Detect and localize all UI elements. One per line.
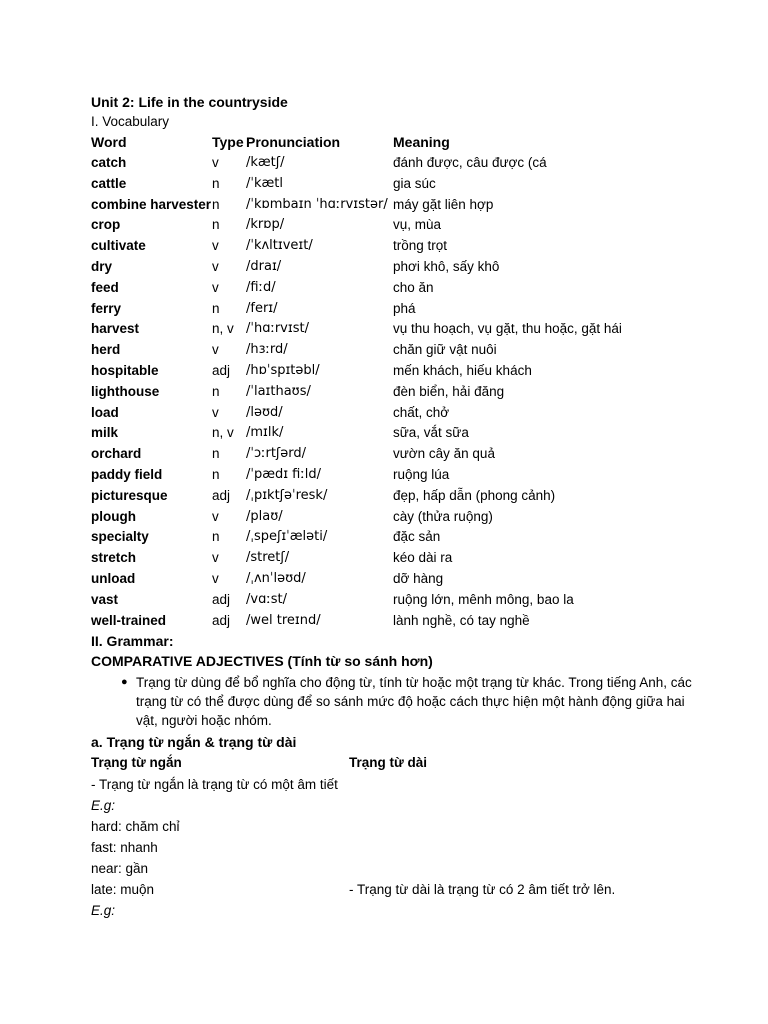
vocab-meaning: đèn biển, hải đăng (393, 383, 505, 399)
vocab-word: stretch (91, 550, 137, 566)
table-row (91, 403, 693, 424)
vocab-pronunciation: /ˈkʌltɪveɪt/ (246, 238, 313, 254)
vocab-pronunciation: /ˈhɑːrvɪst/ (246, 321, 309, 337)
table-row (91, 236, 693, 257)
table-row (91, 444, 693, 465)
example-item: hard: chăm chỉ (91, 819, 180, 835)
vocab-meaning: ruộng lúa (393, 466, 450, 482)
vocab-meaning: chăn giữ vật nuôi (393, 342, 497, 358)
example-item: late: muộn (91, 882, 155, 898)
grammar-bullet-text: Trạng từ dùng để bổ nghĩa cho động từ, tính từ hoặc một trạng từ khác. Trong tiếng Anh, các trạng từ có thể được dùng để so sánh mức độ hoặc cách thực hiện một hành động giữa hai vật, người hoặc nhóm. (136, 675, 692, 729)
short-adverb-column-title: Trạng từ ngắn (91, 755, 182, 771)
vocab-word: specialty (91, 529, 149, 545)
header-pronunciation: Pronunciation (246, 134, 341, 150)
vocab-word: vast (91, 591, 119, 607)
vocab-pronunciation: /ˌpɪktʃəˈresk/ (246, 487, 328, 503)
vocab-meaning: sữa, vắt sữa (393, 425, 469, 441)
subsection-a-title: a. Trạng từ ngắn & trạng từ dài (91, 734, 297, 751)
vocab-meaning: mến khách, hiếu khách (393, 362, 532, 378)
vocab-pronunciation: /ˌspeʃɪˈæləti/ (246, 529, 328, 545)
vocab-meaning: kéo dài ra (393, 550, 453, 566)
short-adverb-definition: - Trạng từ ngắn là trạng từ có một âm tiết (91, 777, 338, 793)
vocab-meaning: đánh được, câu được (cá (393, 155, 547, 170)
table-row (91, 195, 693, 216)
vocab-pronunciation: /ləʊd/ (246, 404, 283, 420)
vocab-type: n (212, 175, 220, 191)
vocab-type: n (212, 383, 220, 399)
vocab-word: milk (91, 425, 119, 441)
vocab-meaning: cày (thửa ruộng) (393, 508, 493, 524)
vocab-word: harvest (91, 321, 140, 337)
example-item: near: gần (91, 861, 149, 877)
vocab-pronunciation: /draɪ/ (246, 258, 282, 274)
vocab-pronunciation: /ˈkætl (246, 175, 283, 191)
grammar-heading: COMPARATIVE ADJECTIVES (Tính từ so sánh hơn) (91, 653, 433, 670)
table-row (91, 319, 693, 340)
header-meaning: Meaning (393, 134, 450, 150)
vocab-type: n (212, 529, 220, 545)
vocab-meaning: cho ăn (393, 279, 434, 295)
vocab-pronunciation: /ˈɔːrtʃərd/ (246, 446, 307, 462)
long-adverb-definition: - Trạng từ dài là trạng từ có 2 âm tiết trở lên. (349, 882, 616, 898)
vocab-word: herd (91, 342, 121, 358)
vocab-word: catch (91, 155, 127, 170)
vocab-meaning: chất, chở (393, 404, 450, 420)
vocab-word: cultivate (91, 238, 146, 254)
vocab-pronunciation: /hɜːrd/ (246, 342, 288, 358)
vocab-type: adj (212, 591, 231, 607)
vocab-type: n (212, 196, 220, 212)
table-row (91, 257, 693, 278)
vocab-type: n, v (212, 425, 234, 441)
vocab-meaning: vụ thu hoạch, vụ gặt, thu hoặc, gặt hái (393, 321, 622, 337)
long-adverb-column-title: Trạng từ dài (349, 755, 428, 771)
table-row (91, 153, 693, 174)
vocab-pronunciation: /stretʃ/ (246, 550, 290, 566)
vocab-pronunciation: /krɒp/ (246, 217, 285, 233)
table-row (91, 611, 693, 632)
vocab-word: unload (91, 570, 136, 586)
table-row (91, 507, 693, 528)
vocab-word: orchard (91, 446, 142, 462)
vocab-type: adj (212, 362, 231, 378)
vocab-meaning: phơi khô, sấy khô (393, 258, 500, 274)
adverb-columns-header (91, 752, 711, 774)
example-label: E.g: (91, 798, 116, 814)
vocab-word: combine harvester (91, 196, 212, 212)
vocab-pronunciation: /ˈkɒmbaɪn ˈhɑːrvɪstər/ (246, 196, 388, 212)
vocab-type: adj (212, 612, 231, 628)
header-word: Word (91, 134, 127, 150)
vocab-pronunciation: /hɒˈspɪtəbl/ (246, 362, 320, 378)
vocab-pronunciation: /ˈpædɪ fiːld/ (246, 466, 321, 482)
vocab-word: plough (91, 508, 136, 524)
table-row (91, 361, 693, 382)
vocab-meaning: phá (393, 300, 416, 316)
table-row (91, 340, 693, 361)
vocab-pronunciation: /plaʊ/ (246, 508, 283, 524)
table-row (91, 465, 693, 486)
vocab-word: cattle (91, 175, 127, 191)
vocab-word: feed (91, 279, 119, 295)
vocab-word: well-trained (91, 612, 167, 628)
vocab-meaning: vườn cây ăn quả (393, 446, 495, 462)
late-row (91, 879, 711, 900)
vocab-meaning: trồng trọt (393, 238, 448, 254)
vocab-type: v (212, 570, 219, 586)
vocab-word: picturesque (91, 487, 168, 503)
vocab-word: ferry (91, 300, 122, 316)
bullet-icon: ● (121, 676, 128, 689)
table-row (91, 382, 693, 403)
vocab-word: hospitable (91, 362, 159, 378)
vocab-meaning: dỡ hàng (393, 570, 444, 586)
table-row (91, 215, 693, 236)
vocabulary-table-header (91, 131, 693, 153)
vocab-meaning: đẹp, hấp dẫn (phong cảnh) (393, 487, 556, 503)
table-row (91, 423, 693, 444)
table-row (91, 590, 693, 611)
vocab-word: load (91, 404, 119, 420)
vocab-meaning: lành nghề, có tay nghề (393, 612, 530, 628)
document-page (91, 92, 711, 921)
vocab-meaning: vụ, mùa (393, 217, 442, 233)
table-row (91, 174, 693, 195)
vocab-pronunciation: /vɑːst/ (246, 591, 287, 607)
vocab-type: v (212, 342, 219, 358)
vocab-word: dry (91, 258, 113, 274)
vocab-pronunciation: /kætʃ/ (246, 155, 285, 170)
table-row (91, 548, 693, 569)
vocab-type: n, v (212, 321, 234, 337)
example-item: fast: nhanh (91, 840, 158, 856)
table-row (91, 278, 693, 299)
table-row (91, 527, 693, 548)
vocab-type: n (212, 300, 220, 316)
vocab-type: n (212, 466, 220, 482)
grammar-section-title: II. Grammar: (91, 633, 174, 650)
vocab-type: v (212, 279, 219, 295)
vocab-type: v (212, 155, 219, 170)
vocab-type: v (212, 238, 219, 254)
vocab-meaning: đặc sản (393, 529, 441, 545)
vocab-type: v (212, 508, 219, 524)
vocabulary-section-title: I. Vocabulary (91, 114, 170, 129)
vocab-word: paddy field (91, 466, 163, 482)
vocab-meaning: gia súc (393, 175, 436, 191)
vocab-type: v (212, 404, 219, 420)
table-row (91, 569, 693, 590)
vocab-type: n (212, 217, 220, 233)
table-row (91, 486, 693, 507)
vocab-meaning: ruộng lớn, mênh mông, bao la (393, 591, 574, 607)
grammar-bullet (121, 673, 696, 730)
vocab-type: v (212, 258, 219, 274)
example-label: E.g: (91, 903, 116, 919)
vocab-word: crop (91, 217, 121, 233)
vocab-word: lighthouse (91, 383, 160, 399)
vocab-type: v (212, 550, 219, 566)
vocab-pronunciation: /mɪlk/ (246, 425, 284, 441)
vocab-type: n (212, 446, 220, 462)
unit-title: Unit 2: Life in the countryside (91, 94, 288, 110)
vocab-pronunciation: /ferɪ/ (246, 300, 278, 316)
vocabulary-table (91, 131, 693, 631)
vocab-pronunciation: /ˌʌnˈləʊd/ (246, 570, 306, 586)
vocab-meaning: máy gặt liên hợp (393, 196, 494, 212)
vocab-type: adj (212, 487, 231, 503)
header-type: Type (212, 134, 244, 150)
vocab-pronunciation: /ˈlaɪthaʊs/ (246, 383, 311, 399)
table-row (91, 299, 693, 320)
vocab-pronunciation: /fiːd/ (246, 279, 276, 295)
vocab-pronunciation: /wel treɪnd/ (246, 612, 321, 628)
